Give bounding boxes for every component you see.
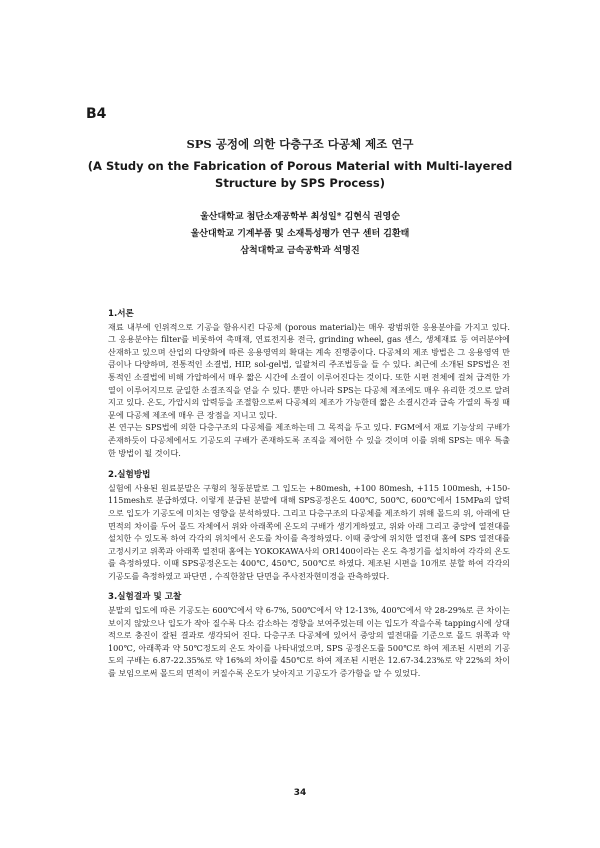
introduction-paragraph-2: 본 연구는 SPS법에 의한 다층구조의 다공체를 제조하는데 그 목적을 두고 있다. FGM에서 재료 기능상의 구배가 존재하듯이 다공체에서도 기공도의 구배가 존재하도록 조직을 제어한 수 있을 것이며 이를 위해 SPS는 매우 특출한 방법이 될 것이다. <box>108 422 510 458</box>
author-affiliations <box>0 209 600 260</box>
english-title-line2: Structure by SPS Process) <box>215 176 385 190</box>
results-paragraph-1: 분말의 입도에 따른 기공도는 600℃에서 약 6-7%, 500℃에서 약 12-13%, 400℃에서 약 28-29%로 큰 차이는 보이지 않았으나 입도가 작아 질수록 다소 감소하는 경향을 보여주었는데 이는 입도가 작을수록 tapping시에 상대적으로 충진이 잘된 결과로 생각되어 진다. 다층구조 다공체에 있어서 중앙의 열전대를 기준으로 몰드 위쪽과 약 100℃, 아래쪽과 약 50℃정도의 온도 차이를 나타내었으며, SPS 공정온도를 500℃로 하여 제조된 시편의 기공도의 구배는 6.87-22.35%로 약 16%의 차이를 450℃로 하여 제조된 시편은 12.67-34.23%로 약 22%의 차이를 보임으로써 몰드의 면적이 커질수록 온도가 낮아지고 기공도가 증가함을 알 수 있었다. <box>108 605 510 679</box>
title-block <box>0 136 600 192</box>
affiliation-line-1: 울산대학교 첨단소재공학부 최성일* 김현식 권영순 <box>200 212 400 222</box>
paper-body <box>108 308 510 680</box>
affiliation-line-3: 삼척대학교 금속공학과 석명진 <box>240 246 360 256</box>
paper-code: B4 <box>86 106 107 122</box>
section-heading-results: 3.실험결과 및 고찰 <box>108 592 182 603</box>
introduction-paragraph-1: 재료 내부에 인위적으로 기공을 함유시킨 다공체 (porous material)는 매우 광범위한 응용분야를 가지고 있다. 그 응용분야는 filter를 비롯하여 촉매재, 연료전지용 전극, grinding wheel, gas 센스, 생체재료 등 여러분야에 산재하고 있으며 산업의 다양화에 따른 응용영역의 확대는 계속 진행중이다. 다공체의 제조 방법은 그 응용영역 만큼이나 다양하며, 전통적인 소결법, HIP, sol-gel법, 일괄처리 주조법등을 들 수 있다. 최근에 소개된 SPS법은 전통적인 소결법에 비해 가압하에서 매우 짧은 시간에 소결이 이루어진다는 것이다. 또한 시편 전체에 걸쳐 급격한 가열이 이루어지므로 균일한 소결조직을 얻을 수 있다. 뿐만 아니라 SPS는 다공체 제조에도 매우 유리한 것으로 알려지고 있다. 온도, 가압시의 압력등을 조절함으로써 다공체의 제조가 가능한데 짧은 소결시간과 급속 가열의 특징 때문에 다공체 제조에 매우 큰 장점을 지니고 있다. <box>108 321 510 420</box>
affiliation-line-2: 울산대학교 기계부품 및 소재특성평가 연구 센터 김환태 <box>190 229 410 239</box>
section-heading-methods: 2.실험방법 <box>108 470 151 481</box>
section-heading-introduction: 1.서론 <box>108 309 134 319</box>
methods-paragraph-1: 실험에 사용된 원료분말은 구형의 청동분말로 그 입도는 +80mesh, +100 80mesh, +115 100mesh, +150-115mesh로 분급하였다. 이렇게 분급된 분말에 대해 SPS공정온도 400℃, 500℃, 600℃에서 15MPa의 압력으로 입도가 기공도에 미치는 영향을 분석하였다. 그리고 다층구조의 다공체를 제조하기 위해 몰드의 위, 아래에 단면적의 차이를 두어 몰드 자체에서 위와 아래쪽에 온도의 구배가 생기게하였고, 위와 아래 그리고 중앙에 열전대를 설치한 수 있도록 하여 각각의 위치에서 온도를 차이를 측정하였다. 이때 중앙에 위치한 열전대 홈에 SPS 열전대를 고정시키고 위쪽과 아래쪽 열전대 홈에는 YOKOKAWA사의 OR1400이라는 온도 측정기를 설치하여 각각의 온도를 측정하였다. 이때 SPS공정온도는 400℃, 450℃, 500℃로 하였다. 제조된 시편을 10개로 분할 하여 각각의 기공도를 측정하였고 파단면 , 수직한참단 단면을 주사전자현미경을 관측하였다. <box>108 482 510 581</box>
korean-title: SPS 공정에 의한 다층구조 다공체 제조 연구 <box>186 137 414 151</box>
page-number: 34 <box>293 788 307 798</box>
english-title-line1: (A Study on the Fabrication of Porous Material with Multi-layered <box>87 159 513 173</box>
